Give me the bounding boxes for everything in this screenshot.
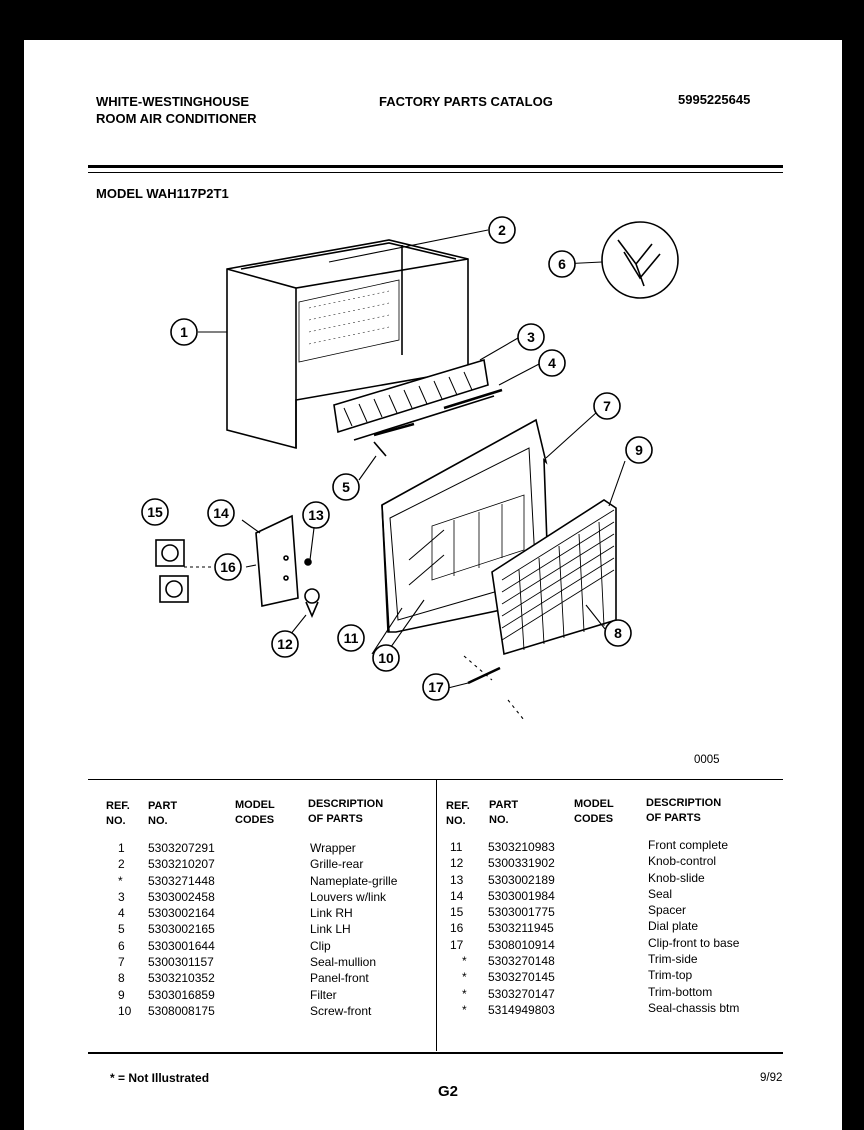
table-row-ref: 4 <box>118 906 125 921</box>
callout-17: 17 <box>428 679 444 695</box>
table-row-ref: 13 <box>450 872 464 887</box>
table-row-desc: Seal-mullion <box>310 955 377 970</box>
exploded-parts-diagram <box>24 40 842 760</box>
table-row-desc: Dial plate <box>648 919 699 934</box>
col-desc-h2: OF PARTS <box>308 813 363 825</box>
table-row-part: 5314949803 <box>488 1002 555 1017</box>
table-row-ref: 9 <box>118 987 125 1002</box>
table-row-desc: Trim-bottom <box>648 984 713 999</box>
table-row-desc: Filter <box>310 987 337 1002</box>
table-bottom-rule <box>88 1052 783 1054</box>
table-row-part: 5303002165 <box>148 922 215 937</box>
table-row-ref: 1 <box>118 841 125 855</box>
table-row-part: 5300301157 <box>148 955 214 970</box>
model-label: MODEL WAH117P2T1 <box>96 186 229 201</box>
callout-15: 15 <box>147 504 163 520</box>
footer-date: 9/92 <box>760 1072 783 1084</box>
table-row-desc: Nameplate-grille <box>310 873 398 888</box>
table-row-desc: Knob-slide <box>648 870 705 885</box>
left-ref-column <box>118 840 131 1019</box>
table-row-desc: Seal <box>648 886 673 901</box>
col-model-h2: CODES <box>235 814 275 826</box>
callout-12: 12 <box>277 636 293 652</box>
table-row-desc: Clip-front to base <box>648 935 740 950</box>
table-row-part: 5303270148 <box>488 954 555 969</box>
left-desc-column <box>310 840 397 1019</box>
table-row-desc: Clip <box>310 938 331 953</box>
col-model-h1-right: MODEL <box>574 798 614 810</box>
table-row-ref: 10 <box>118 1003 132 1018</box>
brand-line-1: WHITE-WESTINGHOUSE <box>96 94 250 109</box>
table-row-ref: 15 <box>450 905 464 920</box>
table-row-desc: Trim-side <box>648 952 698 967</box>
catalog-title: FACTORY PARTS CATALOG <box>379 94 553 109</box>
table-row-part: 5303210983 <box>488 840 555 854</box>
table-row-part: 5303016859 <box>148 987 215 1002</box>
table-row-ref: * <box>462 986 467 1001</box>
table-row-desc: Link RH <box>310 906 353 921</box>
table-row-part: 5303210207 <box>148 857 215 872</box>
table-row-ref: 14 <box>450 888 464 903</box>
col-part-h1-right: PART <box>489 799 519 811</box>
table-row-desc: Wrapper <box>310 841 356 855</box>
table-row-part: 5303207291 <box>148 841 215 855</box>
table-row-ref: 7 <box>118 955 125 970</box>
table-row-desc: Grille-rear <box>310 857 364 872</box>
catalog-page <box>24 40 842 1130</box>
brand-line-2: ROOM AIR CONDITIONER <box>96 111 257 126</box>
table-row-ref: 17 <box>450 937 464 952</box>
spacer-part-a <box>156 540 184 566</box>
table-row-desc: Louvers w/link <box>310 889 387 904</box>
table-row-ref: * <box>462 970 467 985</box>
col-part-h2-right: NO. <box>489 814 509 826</box>
table-row-part: 5303001984 <box>488 888 555 903</box>
callout-13: 13 <box>308 507 324 523</box>
table-row-part: 5303002189 <box>488 872 555 887</box>
table-row-desc: Spacer <box>648 903 687 918</box>
knob-part <box>305 589 319 603</box>
seal-part <box>256 516 298 606</box>
callout-6: 6 <box>558 256 566 272</box>
table-row-part: 5303002458 <box>148 889 215 904</box>
callout-3: 3 <box>527 329 535 345</box>
table-row-desc: Seal-chassis btm <box>648 1000 740 1015</box>
col-part-h2: NO. <box>148 815 168 827</box>
page-number: G2 <box>438 1083 459 1100</box>
table-row-part: 5303211945 <box>488 921 554 936</box>
callout-2: 2 <box>498 222 506 238</box>
callout-10: 10 <box>378 650 394 666</box>
callout-14: 14 <box>213 505 229 521</box>
callout-5: 5 <box>342 479 350 495</box>
right-part-column <box>488 839 555 1018</box>
table-row-part: 5303270147 <box>488 986 555 1001</box>
right-ref-column <box>450 839 467 1018</box>
col-desc-h2-right: OF PARTS <box>646 812 701 824</box>
col-model-h1: MODEL <box>235 799 275 811</box>
table-row-part: 5303271448 <box>148 873 215 888</box>
table-row-part: 5300331902 <box>488 856 555 871</box>
callout-11: 11 <box>343 630 359 646</box>
callout-8: 8 <box>614 625 622 641</box>
col-desc-h1-right: DESCRIPTION <box>646 797 722 809</box>
spacer-part-b <box>160 576 188 602</box>
table-row-desc: Panel-front <box>310 971 369 986</box>
footer-note: * = Not Illustrated <box>110 1071 210 1085</box>
callout-7: 7 <box>603 398 611 414</box>
table-row-ref: 8 <box>118 971 125 986</box>
table-row-ref: 16 <box>450 921 464 936</box>
col-ref-h2: NO. <box>106 815 126 827</box>
table-row-part: 5308010914 <box>488 937 555 952</box>
col-ref-h1: REF. <box>106 800 130 812</box>
table-row-ref: 12 <box>450 856 464 871</box>
diagram-code: 0005 <box>694 754 720 766</box>
table-row-ref: * <box>462 1002 467 1017</box>
table-row-ref: 11 <box>450 840 463 854</box>
table-row-part: 5303001644 <box>148 938 215 953</box>
table-row-ref: 3 <box>118 889 125 904</box>
col-ref-h1-right: REF. <box>446 800 470 812</box>
right-desc-column <box>648 837 739 1016</box>
table-row-part: 5303210352 <box>148 971 215 986</box>
table-row-ref: 2 <box>118 857 125 872</box>
table-row-part: 5303270145 <box>488 970 555 985</box>
callout-1: 1 <box>180 324 188 340</box>
table-row-desc: Link LH <box>310 922 351 937</box>
table-row-ref: 5 <box>118 922 125 937</box>
table-row-part: 5303001775 <box>488 905 555 920</box>
table-center-divider <box>436 780 437 1051</box>
col-desc-h1: DESCRIPTION <box>308 798 384 810</box>
table-row-part: 5303002164 <box>148 906 215 921</box>
col-ref-h2-right: NO. <box>446 815 466 827</box>
table-row-desc: Knob-control <box>648 854 717 869</box>
table-row-desc: Front complete <box>648 838 729 852</box>
table-row-ref: * <box>462 954 467 969</box>
table-row-desc: Trim-top <box>648 968 693 983</box>
clip-part <box>468 668 500 683</box>
table-row-ref: 6 <box>118 938 125 953</box>
col-part-h1: PART <box>148 800 178 812</box>
callout-16: 16 <box>220 559 236 575</box>
catalog-number: 5995225645 <box>678 92 751 107</box>
callout-9: 9 <box>635 442 643 458</box>
left-part-column <box>148 840 215 1019</box>
col-model-h2-right: CODES <box>574 813 614 825</box>
callout-4: 4 <box>548 355 556 371</box>
table-row-ref: * <box>118 873 123 888</box>
table-row-part: 5308008175 <box>148 1003 215 1018</box>
table-row-desc: Screw-front <box>310 1003 372 1018</box>
